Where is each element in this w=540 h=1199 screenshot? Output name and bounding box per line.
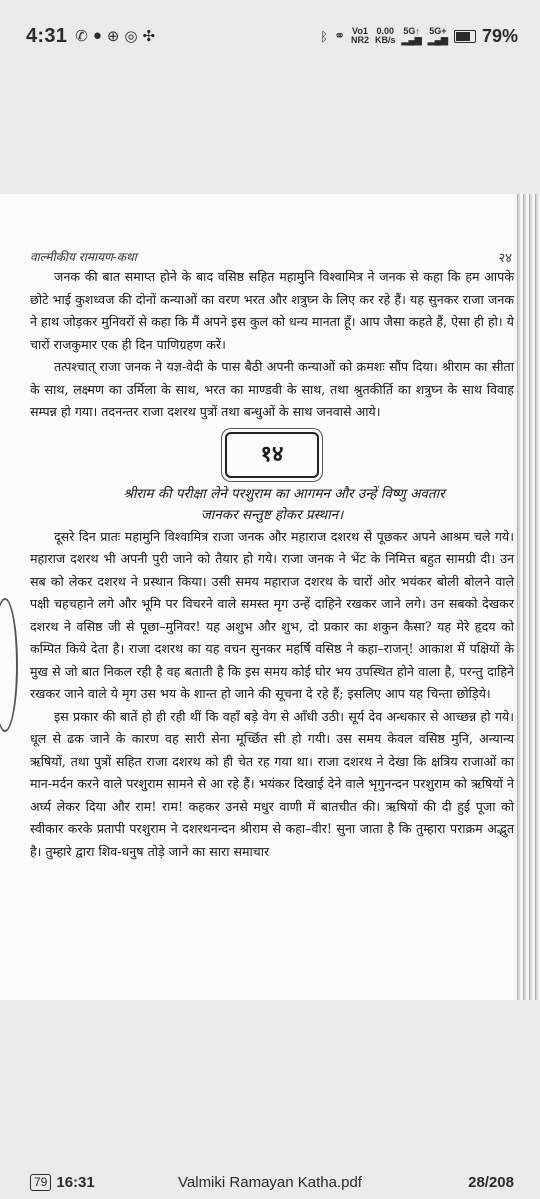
notification-badge: 79 xyxy=(30,1174,51,1191)
page-indicator[interactable]: 28/208 xyxy=(468,1174,514,1191)
whatsapp-icon: ✆ xyxy=(75,28,88,45)
running-head xyxy=(30,248,514,268)
status-bar xyxy=(0,0,540,72)
system-indicators xyxy=(320,26,518,47)
plus-circle-icon: ⊕ xyxy=(106,28,120,45)
volte-indicator: Vo1 NR2 xyxy=(350,26,369,45)
page-curl xyxy=(0,598,18,732)
paragraph: दूसरे दिन प्रातः महामुनि विश्वामित्र राजा जनक और महाराज दशरथ से पूछकर अपने आश्रम चले गये। महाराज दशरथ भी अपनी पुरी जाने को तैयार हो गये। राजा जनक ने भेंट के निमित्त बहुत सामग्री दी। उन सब को लेकर दशरथ ने प्रस्थान किया। उसी समय महाराज दशरथ के चारों ओर भयंकर बोली बोलने वाले पक्षी चहचहाने लगे और भूमि पर विचरने वाले समस्त मृग उन्हें दाहिने रखकर जाने लगे। उन सबको देखकर दशरथ ने वसिष्ठ जी से पूछा–मुनिवर! यह अशुभ और शुभ, दो प्रकार का शकुन कैसा? यह मेरे हृदय को कम्पित किये देता है। राजा दशरथ का यह वचन सुनकर महर्षि वसिष्ठ ने कहा–राजन्! आकाश में पक्षियों के मुख से जो बात निकल रही है वह बताती है कि इस समय कोई घोर भय उपस्थित होने वाला है, परन्तु दाहिने रखकर जाने वाले ये मृग उस भय के शान्त हो जाने की सूचना दे रहे हैं; इसलिए आप यह चिन्ता छोड़िये। xyxy=(30,528,514,701)
notification-icons xyxy=(75,27,155,45)
status-time: 4:31 xyxy=(26,24,68,47)
signal-1: 5G↑ ▂▄▆ xyxy=(401,26,422,45)
paragraph: तत्पश्चात् राजा जनक ने यज्ञ-वेदी के पास बैठी अपनी कन्याओं को क्रमशः सौंप दिया। श्रीराम का सीता के साथ, लक्ष्मण का उर्मिला के साथ, भरत का माण्डवी के साथ, तथा श्रुतकीर्ति का शत्रुघ्न के साथ विवाह सम्पन्न हो गया। तदनन्तर राजा दशरथ पुत्रों तथा बन्धुओं के साथ जनवासे आये। xyxy=(30,359,514,419)
grid-icon: ✣ xyxy=(142,28,156,45)
paragraph: इस प्रकार की बातें हो ही रही थीं कि वहाँ बड़े वेग से आँधी उठी। सूर्य देव अन्धकार से आच्छन्न हो गये। धूल से ढक जाने के कारण वह सारी सेना मूर्च्छित सी हो गयी। उस समय केवल वसिष्ठ मुनि, अन्यान्य ऋषियों, तथा पुत्रों सहित राजा दशरथ को ही चेत रह गया था। राजा दशरथ ने देखा कि क्षत्रिय राजाओं का मान-मर्दन करने वाले परशुराम सामने से आ रहे हैं। भयंकर दिखाई देने वाले भृगुनन्दन परशुराम को ऋषियों ने अर्घ्य लेकर दिया और राम! राम! कहकर उनसे मधुर वाणी में बातचीत की। ऋषियों की दी हुई पूजा को स्वीकार करके प्रतापी परशुराम ने दशरथनन्दन श्रीराम से कहा–वीर! सुना जाता है कि तुम्हारा पराक्रम अद्भुत है। तुम्हारे द्वारा शिव-धनुष तोड़े जाने का सारा समाचार xyxy=(30,708,514,859)
paragraph: जनक की बात समाप्त होने के बाद वसिष्ठ सहित महामुनि विश्वामित्र ने जनक से कहा कि हम आपके छोटे भाई कुशध्वज की दोनों कन्याओं का वरण भरत और शत्रुघ्न के लिए कर रहे हैं। यह सुनकर राजा जनक ने हाथ जोड़कर मुनिवरों से कहा कि मैं अपने इस कुल को धन्य मानता हूँ। आप जैसा कहते हैं, ऐसा ही हो। ये चारों राजकुमार एक ही दिन पाणिग्रहण करें। xyxy=(30,269,514,352)
chapter-number-frame xyxy=(225,432,319,478)
chapter-number: १४ xyxy=(260,441,284,468)
battery-icon xyxy=(454,30,476,43)
file-name: Valmiki Ramayan Katha.pdf xyxy=(178,1174,362,1191)
chat-icon: ● xyxy=(92,27,102,44)
signal-2: 5G+ ▂▄▆ xyxy=(427,26,448,45)
bottom-time: 16:31 xyxy=(56,1174,95,1191)
link-icon: ⚭ xyxy=(334,28,345,43)
instagram-icon: ◎ xyxy=(124,28,138,45)
speed-indicator: 0.00 KB/s xyxy=(374,26,396,45)
bluetooth-icon: ᛒ xyxy=(320,28,329,44)
battery-percent: 79% xyxy=(481,25,518,46)
bottom-bar xyxy=(0,1166,540,1199)
chapter-title: श्रीराम की परीक्षा लेने परशुराम का आगमन और उन्हें विष्णु अवतार जानकर सन्तुष्ट होकर प्रस्थान। xyxy=(123,485,445,523)
body-text xyxy=(30,266,514,863)
book-title: वाल्मीकीय रामायण-कथा xyxy=(30,250,137,264)
pdf-page[interactable] xyxy=(0,194,540,1000)
page-content xyxy=(30,194,518,1000)
page-number: २४ xyxy=(498,251,512,266)
